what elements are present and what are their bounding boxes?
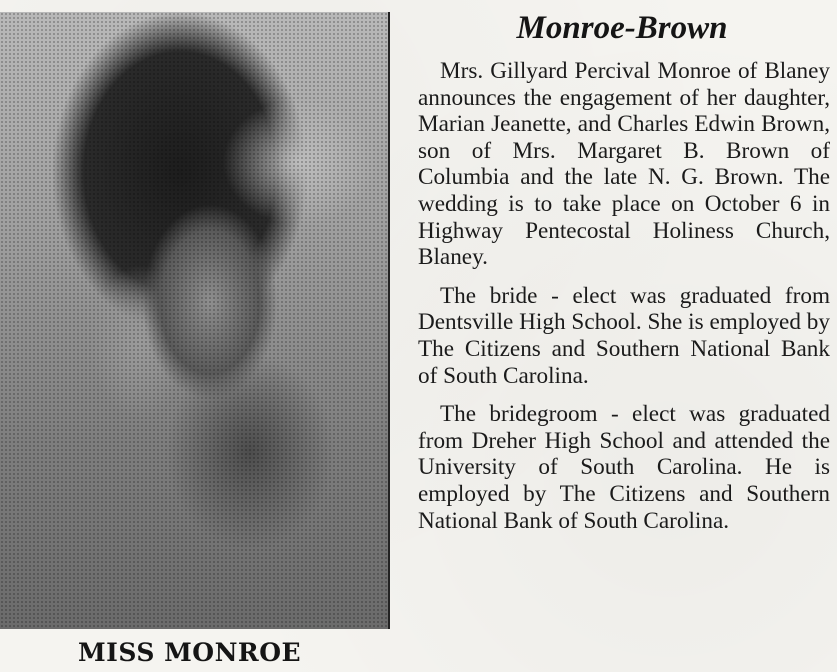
article-paragraph-bridegroom: The bridegroom - elect was graduated from Dreher High School and attended the University of South Carolina. He is employed by The Citizens and Southern National Bank of South Carolina. [418,401,830,534]
portrait-photo [0,12,390,629]
article-paragraph-bride: The bride - elect was graduated from Dentsville High School. She is employed by The Citizens and Southern National Bank of South Carolina. [418,282,830,389]
article-paragraph-engagement: Mrs. Gillyard Percival Monroe of Blaney announces the engagement of her daughter, Marian Jeanette, and Charles Edwin Brown, son of Mrs. Margaret B. Brown of Columbia and the late N. G. Brown. The wedding is to take place on October 6 in Highway Pentecostal Holiness Church, Blaney. [418,58,830,271]
article-body [418,58,830,534]
photo-caption: MISS MONROE [78,638,302,667]
article-headline: Monroe-Brown [516,10,728,46]
